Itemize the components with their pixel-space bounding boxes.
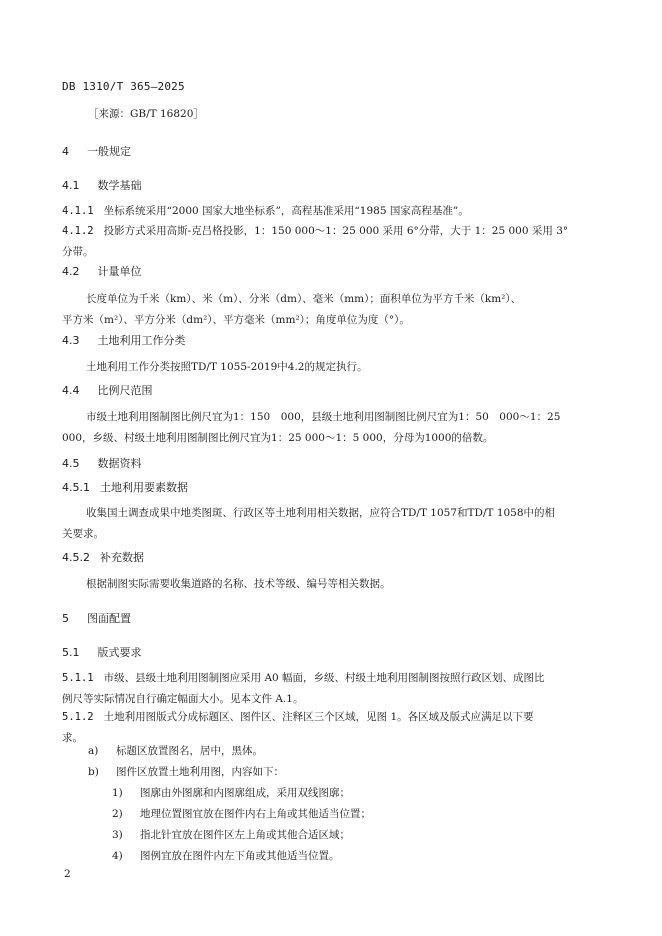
list-text: 标题区放置图名，居中，黑体。 [116, 745, 263, 757]
document-header: DB 1310/T 365—2025 [62, 80, 185, 93]
list-item-a [88, 744, 263, 758]
list-text: 地理位置图宜放在图件内右上角或其他适当位置； [140, 808, 371, 820]
clause-number: 4.1.2 [62, 225, 94, 237]
list-text: 图件区放置土地利用图，内容如下： [116, 766, 284, 778]
paragraph-4-2 [62, 289, 612, 331]
paragraph-line: 关要求。 [62, 528, 104, 540]
section-title: 数学基础 [97, 179, 142, 192]
clause-text-cont: 求。 [62, 732, 83, 744]
section-title: 土地利用工作分类 [97, 334, 186, 347]
clause-number: 4.1.1 [62, 205, 94, 217]
list-item-b [88, 765, 284, 779]
section-title: 比例尺范围 [97, 384, 153, 397]
paragraph-4-5-1 [62, 503, 612, 545]
sub-list-item-4 [112, 849, 340, 863]
section-number: 4 [62, 145, 69, 158]
clause-number: 5.1.1 [62, 672, 94, 684]
clause-text: 市级、县级土地利用图制图应采用 A0 幅面，乡级、村级土地利用图制图按照行政区划、成图比 [103, 672, 545, 684]
list-marker: 1) [112, 787, 123, 799]
paragraph-line: 长度单位为千米（km）、米（m）、分米（dm）、毫米（mm）；面积单位为平方千米（km²）、 [86, 293, 522, 305]
section-number: 5.1 [62, 646, 80, 659]
section-4-2-heading [62, 265, 606, 279]
section-number: 4.3 [62, 334, 80, 347]
clause-number: 5.1.2 [62, 711, 94, 723]
section-5-1-heading [62, 646, 606, 660]
section-number: 5 [62, 612, 69, 625]
section-title: 数据资料 [97, 457, 142, 470]
section-4-heading [62, 145, 606, 159]
clause-text: 坐标系统采用“2000 国家大地坐标系”，高程基准采用“1985 国家高程基准”。 [103, 205, 469, 217]
paragraph-4-4 [62, 407, 612, 449]
list-text: 指北针宜放在图件区左上角或其他合适区域； [140, 829, 350, 841]
paragraph-line: 市级土地利用图制图比例尺宜为1：150 000，县级土地利用图制图比例尺宜为1：50 000～1：25 [86, 411, 561, 423]
clause-text: 投影方式采用高斯-克吕格投影，1：150 000～1：25 000 采用 6°分带，大于 1：25 000 采用 3° [103, 225, 569, 237]
paragraph-4-3: 土地利用工作分类按照TD/T 1055-2019中4.2的规定执行。 [86, 361, 368, 373]
section-number: 4.1 [62, 179, 80, 192]
clause-5-1-2 [62, 707, 612, 749]
list-text: 图廓由外图廓和内图廓组成，采用双线图廓； [140, 787, 350, 799]
section-title: 版式要求 [97, 646, 142, 659]
source-note: ［来源：GB/T 16820］ [88, 108, 204, 120]
section-number: 4.5 [62, 457, 80, 470]
clause-text-cont: 例尺等实际情况自行确定幅面大小。见本文件 A.1。 [62, 693, 304, 705]
section-number: 4.2 [62, 265, 80, 278]
section-4-3-heading [62, 334, 606, 348]
section-5-heading [62, 612, 606, 626]
paragraph-line: 收集国土调查成果中地类图斑、行政区等土地利用相关数据，应符合TD/T 1057和TD/T 1058中的相 [86, 507, 556, 519]
list-marker: 2) [112, 808, 123, 820]
section-title: 一般规定 [87, 145, 131, 158]
sub-list-item-2 [112, 807, 371, 821]
sub-list-item-3 [112, 828, 350, 842]
sub-list-item-1 [112, 786, 350, 800]
section-number: 4.4 [62, 384, 80, 397]
section-4-5-2-heading [62, 551, 606, 565]
section-title: 计量单位 [97, 265, 142, 278]
section-title: 图面配置 [87, 612, 131, 625]
page-number: 2 [64, 868, 71, 880]
paragraph-line: 000，乡级、村级土地利用图制图比例尺宜为1：25 000～1：5 000，分母为1000的倍数。 [62, 432, 494, 444]
paragraph-line: 平方米（m²）、平方分米（dm²）、平方毫米（mm²）；角度单位为度（°）。 [62, 314, 410, 326]
clause-5-1-1 [62, 668, 612, 710]
section-4-4-heading [62, 384, 606, 398]
list-text: 图例宜放在图件内左下角或其他适当位置。 [140, 850, 340, 862]
section-title: 补充数据 [100, 551, 144, 564]
list-marker: a) [88, 745, 99, 757]
section-4-5-1-heading [62, 481, 606, 495]
paragraph-4-5-2: 根据制图实际需要收集道路的名称、技术等级、编号等相关数据。 [86, 578, 391, 590]
section-4-1-heading [62, 179, 606, 193]
list-marker: 4) [112, 850, 123, 862]
list-marker: b) [88, 766, 99, 778]
clause-text-cont: 分带。 [62, 246, 94, 258]
section-number: 4.5.2 [62, 551, 90, 564]
section-number: 4.5.1 [62, 481, 90, 494]
clause-4-1-2 [62, 221, 612, 263]
section-title: 土地利用要素数据 [100, 481, 188, 494]
clause-text: 土地利用图版式分成标题区、图件区、注释区三个区域，见图 1。各区域及版式应满足以下要 [103, 711, 534, 723]
list-marker: 3) [112, 829, 123, 841]
section-4-5-heading [62, 457, 606, 471]
clause-4-1-1 [62, 201, 612, 222]
